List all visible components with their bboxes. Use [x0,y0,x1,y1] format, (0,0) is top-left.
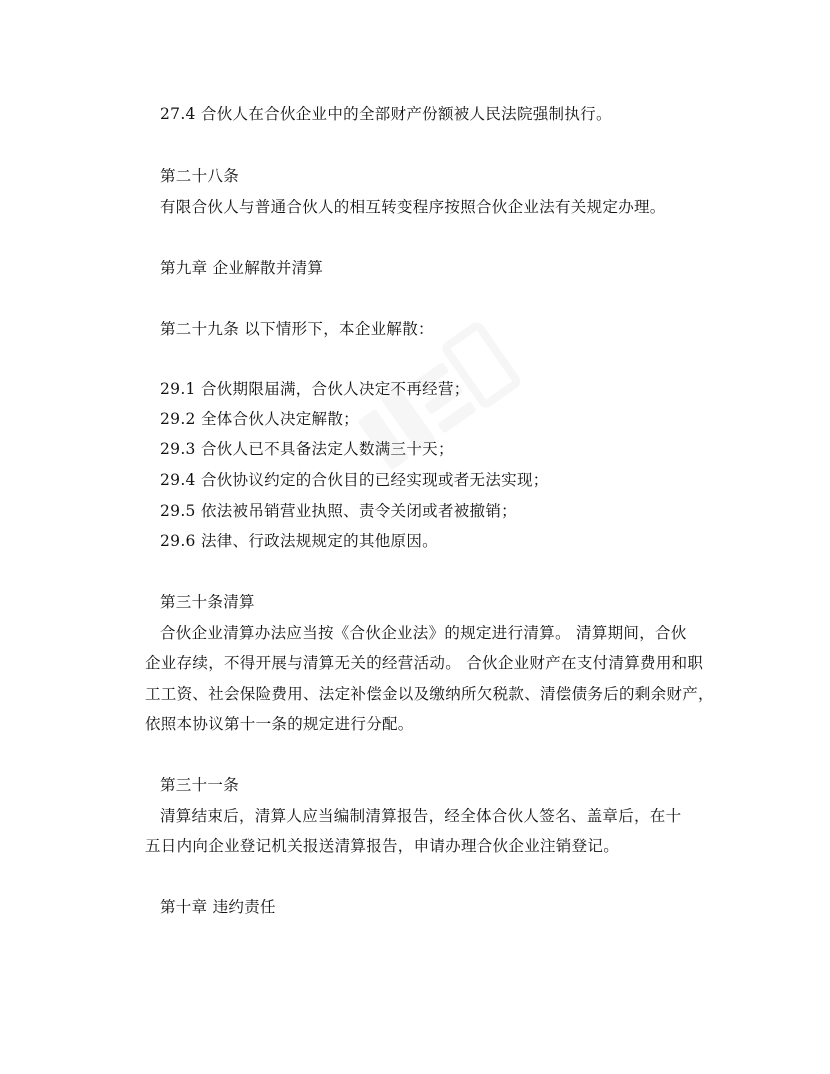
article-30-line-4: 依照本协议第十一条的规定进行分配。 [145,715,414,733]
chapter-9-title: 第九章 企业解散并清算 [160,259,324,277]
article-31-line-2: 五日内向企业登记机关报送清算报告，申请办理合伙企业注销登记。 [145,837,620,855]
article-31-line-1: 清算结束后，清算人应当编制清算报告，经全体合伙人签名、盖章后，在十 [160,807,682,825]
article-30-line-3: 工工资、社会保险费用、法定补偿金以及缴纳所欠税款、清偿债务后的剩余财产， [145,685,714,703]
chapter-10-title: 第十章 违约责任 [160,898,276,916]
article-31-title: 第三十一条 [160,776,240,794]
clause-29-6: 29.6 法律、行政法规规定的其他原因。 [160,532,438,550]
article-29-title: 第二十九条 以下情形下，本企业解散： [160,320,434,338]
article-28-title: 第二十八条 [160,167,240,185]
article-30-line-2: 企业存续，不得开展与清算无关的经营活动。 合伙企业财产在支付清算费用和职 [145,654,704,672]
clause-29-2: 29.2 全体合伙人决定解散； [160,410,359,428]
clause-29-1: 29.1 合伙期限届满，合伙人决定不再经营； [160,380,470,398]
article-30-title: 第三十条清算 [160,593,255,611]
clause-29-3: 29.3 合伙人已不具备法定人数满三十天； [160,440,454,458]
article-28-text: 有限合伙人与普通合伙人的相互转变程序按照合伙企业法有关规定办理。 [160,198,666,216]
clause-29-5: 29.5 依法被吊销营业执照、责令关闭或者被撤销； [160,502,517,520]
clause-27-4: 27.4 合伙人在合伙企业中的全部财产份额被人民法院强制执行。 [160,105,612,123]
article-30-line-1: 合伙企业清算办法应当按《合伙企业法》的规定进行清算。 清算期间，合伙 [160,624,687,642]
clause-29-4: 29.4 合伙协议约定的合伙目的已经实现或者无法实现； [160,471,549,489]
